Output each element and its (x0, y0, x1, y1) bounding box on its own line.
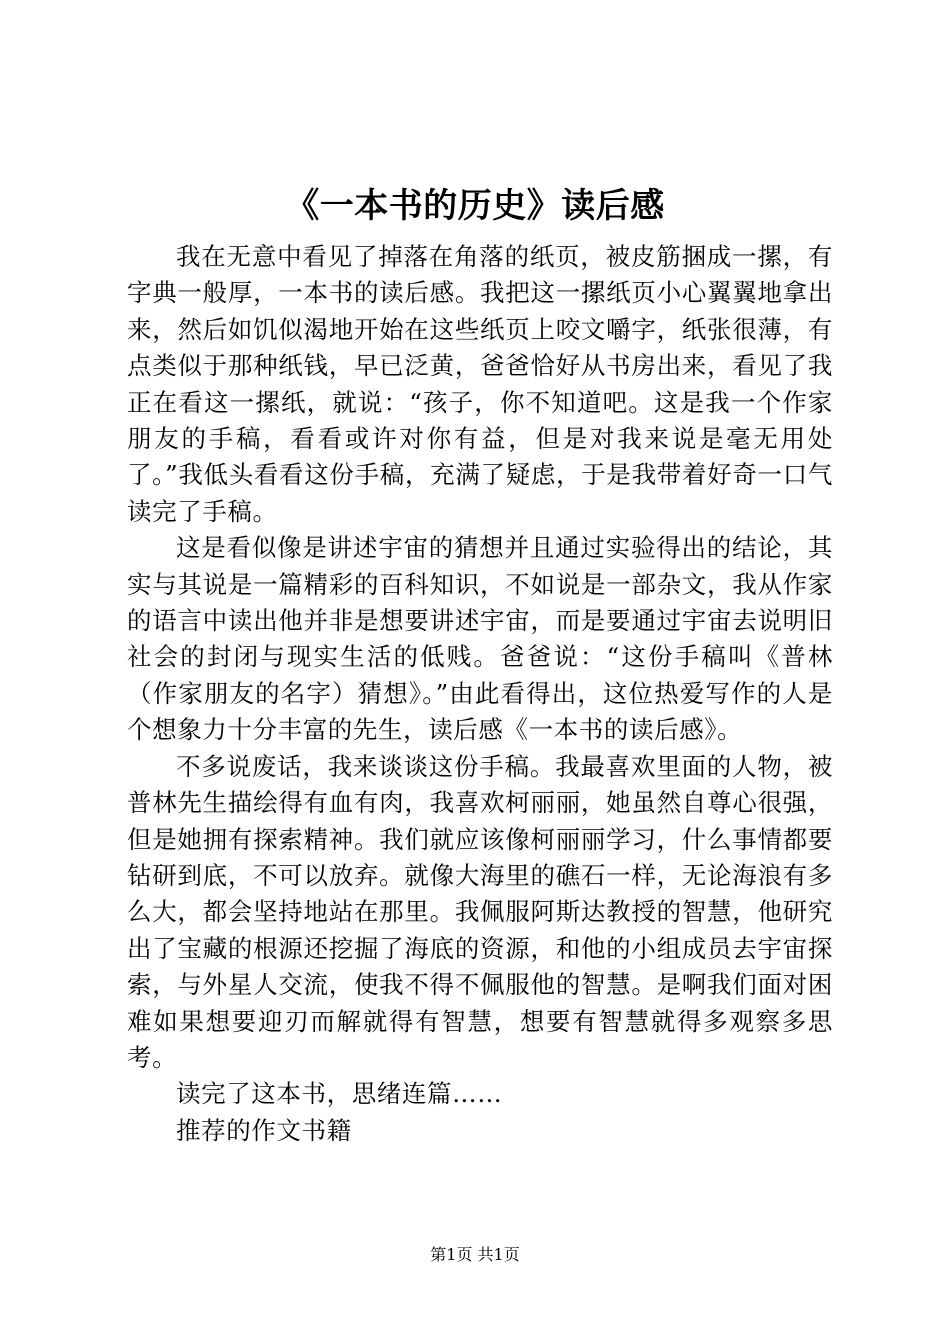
page-footer: 第1页 共1页 (430, 1245, 520, 1264)
document-body (127, 239, 833, 1149)
body-paragraph: 这是看似像是讲述宇宙的猜想并且通过实验得出的结论，其实与其说是一篇精彩的百科知识，不如说是一部杂文，我从作家的语言中读出他并非是想要讲述宇宙，而是要通过宇宙去说明旧社会的封闭与现实生活的低贱。爸爸说：“这份手稿叫《普林（作家朋友的名字）猜想》。”由此看得出，这位热爱写作的人是个想象力十分丰富的先生，读后感《一本书的读后感》。 (127, 533, 833, 745)
body-paragraph: 推荐的作文书籍 (176, 1115, 352, 1145)
document-title: 《一本书的历史》读后感 (285, 186, 665, 226)
body-paragraph: 不多说废话，我来谈谈这份手稿。我最喜欢里面的人物，被普林先生描绘得有血有肉，我喜欢柯丽丽，她虽然自尊心很强，但是她拥有探索精神。我们就应该像柯丽丽学习，什么事情都要钻研到底，不可以放弃。就像大海里的礁石一样，无论海浪有多么大，都会坚持地站在那里。我佩服阿斯达教授的智慧，他研究出了宝藏的根源还挖掘了海底的资源，和他的小组成员去宇宙探索，与外星人交流，使我不得不佩服他的智慧。是啊我们面对困难如果想要迎刃而解就得有智慧，想要有智慧就得多观察多思考。 (127, 751, 833, 1072)
body-paragraph: 读完了这本书，思绪连篇…… (176, 1079, 503, 1109)
body-paragraph: 我在无意中看见了掉落在角落的纸页，被皮筋捆成一摞，有字典一般厚，一本书的读后感。我把这一摞纸页小心翼翼地拿出来，然后如饥似渴地开始在这些纸页上咬文嚼字，纸张很薄，有点类似于那种纸钱，早已泛黄，爸爸恰好从书房出来，看见了我正在看这一摞纸，就说：“孩子，你不知道吧。这是我一个作家朋友的手稿，看看或许对你有益，但是对我来说是毫无用处了。”我低头看看这份手稿，充满了疑虑，于是我带着好奇一口气读完了手稿。 (127, 242, 833, 526)
